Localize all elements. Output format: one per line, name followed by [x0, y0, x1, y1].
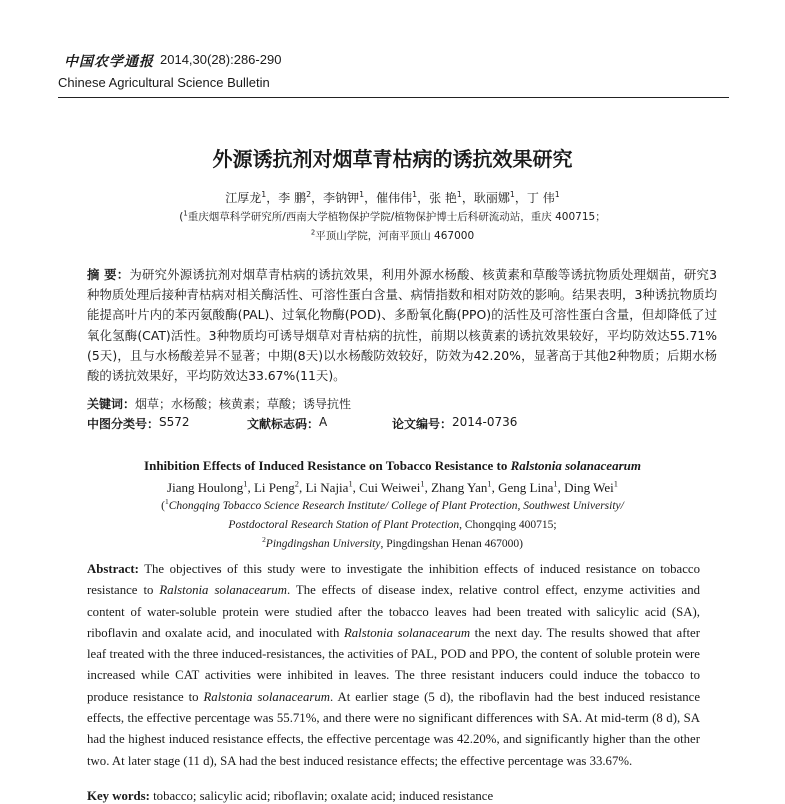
keywords-en-label: Key words: — [87, 789, 150, 803]
author-cn: 丁 伟 — [526, 191, 555, 205]
author-en: Li Peng — [253, 480, 295, 495]
author-cn: 李钠钾 — [323, 191, 360, 205]
volume-info: 2014,30(28):286-290 — [160, 52, 282, 67]
author-en: Li Najia — [305, 480, 349, 495]
keywords-en — [87, 789, 493, 804]
doc-code: 文献标志码： A — [247, 415, 328, 431]
affiliation-cn-2: $^2$平顶山学院，河南平顶山 467000 — [310, 228, 475, 242]
affiliation-en-1: ($^1$Chongqing Tobacco Science Research Institute/ College of Plant Protection, Southwest University/ — [161, 497, 624, 512]
author-en: Zhang Yan — [431, 480, 488, 495]
header-rule — [58, 97, 729, 98]
author-cn: 催伟伟 — [376, 191, 413, 205]
author-en: Geng Lina — [498, 480, 554, 495]
abstract-en-label: Abstract: — [87, 562, 139, 576]
authors-cn: 江厚龙$^1$，李 鹏$^2$，李钠钾$^1$，催伟伟$^1$，张 艳$^1$，耿丽娜$^1$，丁 伟$^1$ — [225, 190, 560, 205]
journal-name-cn: 中国农学通报 — [64, 54, 154, 70]
paper-title-cn: 外源诱抗剂对烟草青枯病的诱抗效果研究 — [212, 147, 573, 171]
journal-name-en: Chinese Agricultural Science Bulletin — [58, 75, 270, 90]
author-cn: 耿丽娜 — [473, 191, 510, 205]
author-cn: 张 艳 — [429, 191, 457, 205]
abstract-en: Abstract: The objectives of this study were to investigate the inhibition effects of induced resistance on tobacco resistance to Ralstonia solanacearum. The effects of disease index, relative control effect, enzyme activities and content of water-soluble protein were studied after the tobacco leaves had been treated with salicylic acid (SA), riboflavin and oxalate acid, and inoculated with Ralstonia solanacearum the next day. The results showed that after leaf treated with the three induced-resistances, the activities of PAL, POD and PPO, the content of soluble protein were increased while CAT activities were inhibited in leaves. The three resistant inducers could induce the tobacco to produce resistance to Ralstonia solanacearum. At earlier stage (5 d), the riboflavin had the best induced resistance effects, the effective percentage was 55.71%, and there were no significant differences with SA. At mid-term (8 d), SA had the highest induced resistance effects, the effective percentage was 42.20%, and significantly higher than the other two. At later stage (11 d), SA had the best induced resistance effects; the effective percentage was 33.67%. — [87, 562, 701, 768]
authors-en: Jiang Houlong$^1$, Li Peng$^2$, Li Najia$^1$, Cui Weiwei$^1$, Zhang Yan$^1$, Geng Lina$^1$, Ding Wei$^1$ — [167, 478, 618, 495]
author-en: Cui Weiwei — [359, 480, 421, 495]
author-en: Jiang Houlong — [167, 480, 244, 495]
affiliation-cn-1: ($^1$重庆烟草科学研究所/西南大学植物保护学院/植物保护博士后科研流动站，重庆 400715； — [179, 209, 606, 223]
keywords-cn-text: 烟草；水杨酸；核黄素；草酸；诱导抗性 — [135, 397, 352, 411]
paper-title-en: Inhibition Effects of Induced Resistance on Tobacco Resistance to Ralstonia solanacearum — [144, 458, 641, 473]
abstract-cn-label: 摘 要： — [87, 267, 130, 282]
author-en: Ding Wei — [564, 480, 614, 495]
abstract-cn — [87, 265, 717, 386]
keywords-cn — [87, 395, 351, 412]
clc-number: 中图分类号： S572 — [87, 415, 190, 431]
abstract-cn-text: 为研究外源诱抗剂对烟草青枯病的诱抗效果，利用外源水杨酸、核黄素和草酸等诱抗物质处理烟苗，研究3种物质处理后接种青枯病对相关酶活性、可溶性蛋白含量、病情指数和相对防效的影响。结果表明，3种诱抗物质均能提高叶片内的苯丙氨酸酶(PAL)、过氧化物酶(POD)、多酚氧化酶(PPO)的活性及可溶性蛋白含量，但却降低了过氧化氢酶(CAT)活性。3种物质均可诱导烟草对青枯病的抗性，前期以核黄素的诱抗效果较好，平均防效达55.71%(5天)，且与水杨酸差异不显著；中期(8天)以水杨酸防效较好，防效为42.20%，显著高于其他2种物质；后期水杨酸的诱抗效果好，平均防效达33.67%(11天)。 — [87, 267, 717, 384]
author-cn: 李 鹏 — [278, 191, 307, 205]
keywords-cn-label: 关键词： — [87, 397, 136, 411]
affiliation-en-3: $^2$Pingdingshan University, Pingdingshan Henan 467000) — [262, 535, 523, 550]
author-cn: 江厚龙 — [225, 191, 262, 205]
keywords-en-text: tobacco; salicylic acid; riboflavin; oxalate acid; induced resistance — [149, 789, 494, 803]
paper-number: 论文编号： 2014-0736 — [392, 415, 518, 431]
affiliation-en-2: Postdoctoral Research Station of Plant Protection, Chongqing 400715; — [228, 519, 557, 531]
